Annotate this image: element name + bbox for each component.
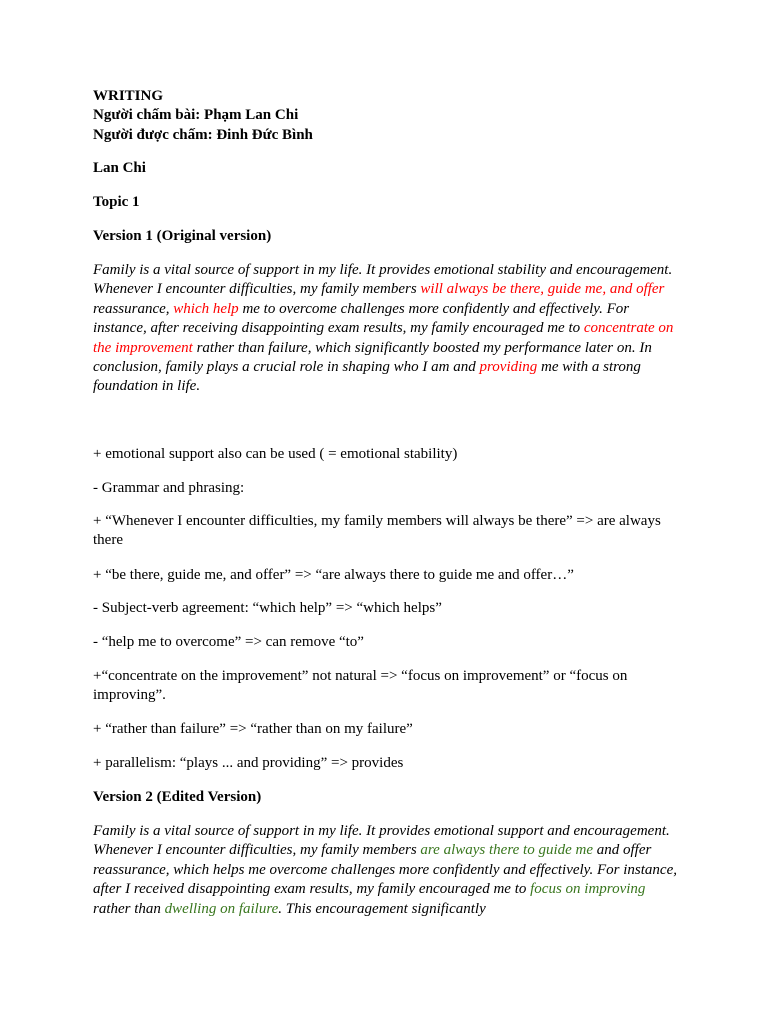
feedback-item-8: + “rather than failure” => “rather than on my failure” xyxy=(93,721,413,737)
v1-error-3: concentrate on the improvement xyxy=(93,320,674,356)
feedback-item-5: - Subject-verb agreement: “which help” => “which helps” xyxy=(93,600,442,616)
document-title: WRITING xyxy=(93,88,164,104)
v1-text-1: Family is a vital source of support in my life. It provides emotional stability and encouragement. Whenever I encounter difficulties, my family members xyxy=(93,262,673,298)
feedback-item-7: +“concentrate on the improvement” not natural => “focus on improvement” or “focus on improving”. xyxy=(93,668,628,704)
v1-text-2: reassurance, xyxy=(93,300,174,317)
grader-line: Người chấm bài: Phạm Lan Chi xyxy=(93,107,299,124)
feedback-item-4: + “be there, guide me, and offer” => “are always there to guide me and offer…” xyxy=(93,567,574,583)
version2-paragraph xyxy=(93,822,683,919)
v2-fix-1: are always there to guide me xyxy=(420,842,594,859)
feedback-item-9: + parallelism: “plays ... and providing” => provides xyxy=(93,755,404,771)
v1-error-2: which help xyxy=(173,300,239,317)
v2-text-4: . This encouragement significantly xyxy=(278,900,486,917)
v1-text-4: rather than failure, which significantly boosted my performance later on. In conclusion, family plays a crucial role in shaping who I am and xyxy=(93,339,652,376)
v2-fix-2: focus on improving xyxy=(530,881,646,898)
v2-text-1: Family is a vital source of support in my life. It provides emotional support and encouragement. Whenever I encounter difficulties, my family members xyxy=(93,823,670,859)
v2-fix-3: dwelling on failure xyxy=(164,900,279,917)
v1-text-3: me to overcome challenges more confidently and effectively. For instance, after receiving disappointing exam results, my family encouraged me to xyxy=(93,300,630,337)
feedback-item-1: + emotional support also can be used ( = emotional stability) xyxy=(93,446,458,462)
v1-error-4: providing xyxy=(479,359,538,376)
version1-heading: Version 1 (Original version) xyxy=(93,228,272,244)
v2-text-3: rather than xyxy=(93,900,165,917)
v1-text-5: me with a strong foundation in life. xyxy=(93,359,641,395)
version1-paragraph xyxy=(93,261,683,397)
graded-student-line: Người được chấm: Đinh Đức Bình xyxy=(93,126,313,143)
feedback-item-6: - “help me to overcome” => can remove “to” xyxy=(93,634,364,650)
version2-heading: Version 2 (Edited Version) xyxy=(93,789,262,805)
v1-error-1: will always be there, guide me, and offer xyxy=(420,281,665,298)
feedback-item-3: + “Whenever I encounter difficulties, my family members will always be there” => are always there xyxy=(93,513,661,549)
feedback-item-2: - Grammar and phrasing: xyxy=(93,480,245,496)
reviewer-name: Lan Chi xyxy=(93,160,146,176)
v2-text-2: and offer reassurance, which helps me overcome challenges more confidently and effectively. For instance, after I received disappointing exam results, my family encouraged me to xyxy=(93,842,677,898)
topic-heading: Topic 1 xyxy=(93,194,140,210)
header-block xyxy=(93,87,683,145)
